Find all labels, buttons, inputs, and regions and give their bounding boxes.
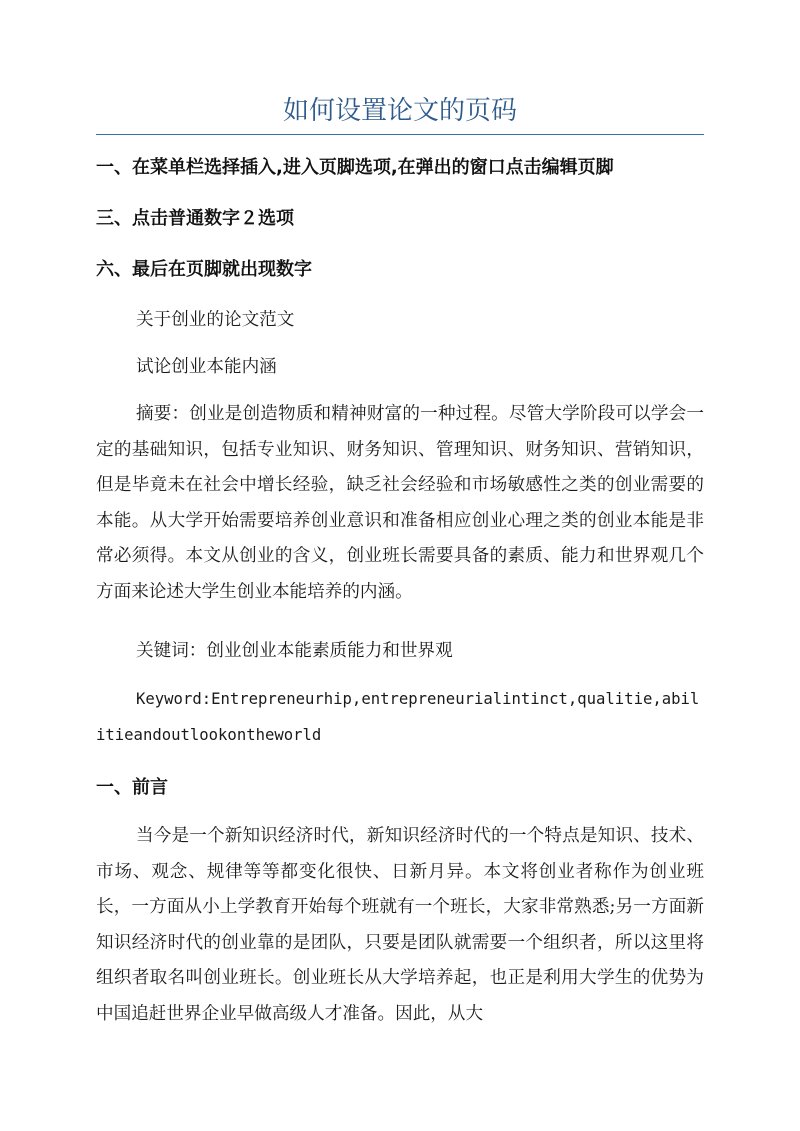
page-title: 如何设置论文的页码 xyxy=(282,96,517,126)
keywords-paragraph: 关键词：创业创业本能素质能力和世界观 xyxy=(136,641,453,661)
essay-title: 关于创业的论文范文 xyxy=(136,310,295,330)
abstract-paragraph: 摘要：创业是创造物质和精神财富的一种过程。尽管大学阶段可以学会一定的基础知识，包括专业知识、财务知识、管理知识、财务知识、营销知识，但是毕竟未在社会中增长经验，缺乏社会经验和市场敏感性之类的创业需要的本能。从大学开始需要培养创业意识和准备相应创业心理之类的创业本能是非常必须得。本文从创业的含义，创业班长需要具备的素质、能力和世界观几个方面来论述大学生创业本能培养的内涵。 xyxy=(96,404,704,602)
heading-step-6: 六、最后在页脚就出现数字 xyxy=(96,259,312,280)
heading-introduction: 一、前言 xyxy=(96,777,168,798)
essay-subtitle: 试论创业本能内涵 xyxy=(136,357,277,377)
keywords-english-paragraph: Keyword:Entrepreneurhip,entrepreneurialintinct,qualitie,abilitieandoutlookontheworld xyxy=(96,690,700,744)
introduction-paragraph: 当今是一个新知识经济时代，新知识经济时代的一个特点是知识、技术、市场、观念、规律等等都变化很快、日新月异。本文将创业者称作为创业班长，一方面从小上学教育开始每个班就有一个班长，大家非常熟悉;另一方面新知识经济时代的创业靠的是团队，只要是团队就需要一个组织者，所以这里将组织者取名叫创业班长。创业班长从大学培养起，也正是利用大学生的优势为中国追赶世界企业早做高级人才准备。因此，从大 xyxy=(96,826,704,1024)
heading-step-3: 三、点击普通数字２选项 xyxy=(96,208,294,229)
heading-step-1: 一、在菜单栏选择插入,进入页脚选项,在弹出的窗口点击编辑页脚 xyxy=(96,157,614,178)
title-divider xyxy=(96,134,704,135)
